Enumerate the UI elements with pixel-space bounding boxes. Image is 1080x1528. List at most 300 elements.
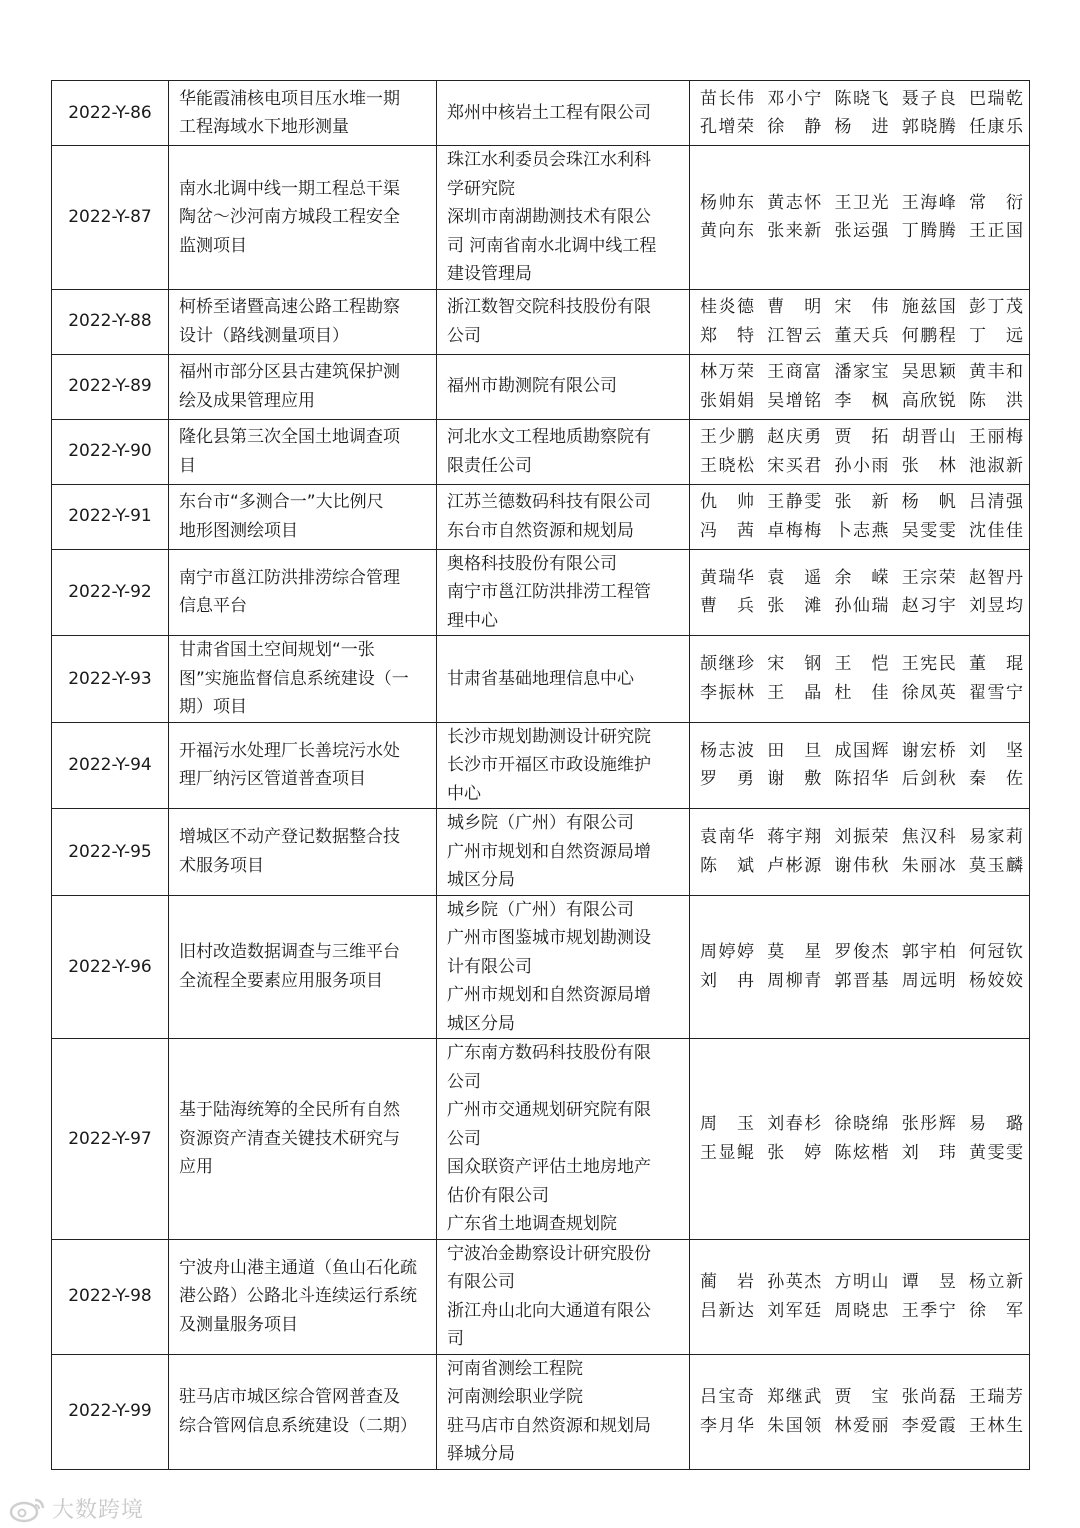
person-name: 刘 玮 [901,1142,956,1163]
person-name: 谢 敷 [767,769,822,790]
person-name: 王季宁 [901,1300,956,1321]
organization-line: 珠江水利委员会珠江水利科 [447,150,651,170]
person-name: 苗长伟 [700,88,754,109]
project-name-line: 绘及成果管理应用 [179,390,315,411]
organization-line: 计有限公司 [447,956,532,977]
person-name: 吕新达 [700,1300,754,1321]
person-name: 周柳青 [767,970,822,991]
organization-line: 城乡院（广州）有限公司 [447,813,634,833]
participants-line [700,1268,1023,1297]
person-name: 卓梅梅 [767,520,822,541]
person-name: 王宪民 [901,654,956,675]
person-name: 丁腾腾 [901,221,956,242]
project-name-line: 增城区不动产登记数据整合技 [179,827,400,848]
project-id: 2022-Y-97 [52,1039,169,1240]
person-name: 陈招华 [834,769,889,790]
organizations [437,289,690,354]
organization-line: 广州市交通规划研究院有限 [447,1100,651,1120]
person-name: 潘家宝 [834,362,889,382]
person-name: 高欣锐 [901,390,956,411]
person-name: 张 林 [901,455,956,476]
person-name: 张 婷 [767,1142,822,1163]
person-name: 常 衍 [969,192,1023,213]
project-name [169,354,437,419]
person-name: 吴思颖 [901,362,956,382]
participants-line [700,358,1023,387]
organization-line: 广东省土地调查规划院 [447,1214,617,1234]
person-name: 周远明 [901,970,956,991]
project-name-line: 柯桥至诸暨高速公路工程勘察 [179,297,400,317]
participants-line [700,322,1023,351]
project-name-line: 华能霞浦核电项目压水堆一期 [179,88,400,109]
person-name: 孔增荣 [700,117,754,137]
project-name-line: 目 [179,455,196,476]
participants-line [700,189,1023,218]
project-name [169,549,437,636]
organization-line: 深圳市南湖勘测技术有限公 [447,207,651,227]
person-name: 方明山 [834,1272,889,1292]
participants [690,289,1030,354]
project-name [169,1239,437,1354]
project-name-line: 宁波舟山港主通道（鱼山石化疏 [179,1257,417,1278]
participants-line [700,1297,1023,1326]
person-name: 刘春杉 [767,1114,822,1135]
awards-table-body [52,81,1030,1470]
person-name: 孙小雨 [834,455,889,476]
person-name: 杨帅东 [700,192,754,213]
person-name: 王瑞芳 [969,1387,1023,1407]
person-name: 赵习宇 [901,596,956,617]
person-name: 蔺 岩 [700,1272,754,1292]
person-name: 王林生 [969,1415,1023,1436]
participants-line [700,488,1023,517]
organization-line: 公司 [447,1071,481,1092]
person-name: 王商富 [767,362,822,382]
project-id: 2022-Y-88 [52,289,169,354]
project-name [169,1039,437,1240]
person-name: 黄雯雯 [969,1142,1023,1163]
table-row [52,895,1030,1039]
person-name: 何鹏程 [901,325,956,346]
table-row [52,354,1030,419]
person-name: 黄志怀 [767,192,822,213]
organization-line: 理中心 [447,610,498,631]
project-name-line: 港公路）公路北斗连续运行系统 [179,1286,417,1307]
person-name: 颉继珍 [700,654,754,675]
project-name-line: 信息平台 [179,596,247,617]
project-name-line: 地形图测绘项目 [179,520,298,541]
person-name: 王海峰 [901,192,956,213]
person-name: 周晓忠 [834,1300,889,1321]
person-name: 徐 军 [969,1300,1023,1321]
organization-line: 限责任公司 [447,455,532,476]
person-name: 张 新 [834,492,889,512]
person-name: 谭 昱 [901,1272,956,1292]
person-name: 郭宇柏 [901,942,956,963]
participants [690,1239,1030,1354]
person-name: 郑 特 [700,325,754,346]
table-row [52,419,1030,484]
project-name-line: 开福污水处理厂长善垸污水处 [179,740,400,761]
table-row [52,146,1030,290]
person-name: 曹 明 [767,297,822,317]
person-name: 余 嵘 [834,567,889,588]
participants-line [700,517,1023,546]
person-name: 聂子良 [901,88,956,109]
project-name [169,289,437,354]
project-id: 2022-Y-98 [52,1239,169,1354]
participants [690,1039,1030,1240]
watermark [8,1493,144,1524]
organization-line: 广州市图鉴城市规划勘测设 [447,928,651,948]
project-name-line: 甘肃省国土空间规划“一张 [179,640,375,660]
person-name: 莫 星 [767,942,822,963]
organizations [437,419,690,484]
person-name: 杨立新 [969,1272,1023,1292]
participants-line [700,1412,1023,1441]
participants-line [700,1110,1023,1139]
participants-line [700,217,1023,246]
organization-line: 建设管理局 [447,264,532,284]
organization-line: 河南测绘职业学院 [447,1387,583,1407]
organization-line: 东台市自然资源和规划局 [447,520,634,541]
person-name: 丁 远 [969,325,1023,346]
organization-line: 南宁市邕江防洪排涝工程管 [447,582,651,602]
person-name: 罗 勇 [700,769,754,790]
organization-line: 城区分局 [447,1013,515,1034]
person-name: 贾 拓 [834,427,889,447]
person-name: 江智云 [767,325,822,346]
person-name: 秦 佐 [969,769,1023,790]
organization-line: 广州市规划和自然资源局增 [447,841,651,862]
participants-line [700,765,1023,794]
organizations [437,484,690,549]
participants-line [700,85,1023,114]
organizations [437,636,690,723]
organizations [437,1239,690,1354]
person-name: 刘振荣 [834,827,889,848]
project-name-line: 应用 [179,1157,213,1177]
person-name: 翟雪宁 [969,682,1023,703]
person-name: 赵庆勇 [767,427,822,447]
project-name-line: 监测项目 [179,235,247,256]
person-name: 郭晓腾 [901,117,956,137]
organization-line: 长沙市规划勘测设计研究院 [447,726,651,747]
participants-line [700,564,1023,593]
participants-line [700,737,1023,766]
project-name-line: 工程海域水下地形测量 [179,117,349,137]
project-id: 2022-Y-93 [52,636,169,723]
project-name [169,722,437,809]
organization-line: 学研究院 [447,178,515,199]
participants [690,636,1030,723]
participants-line [700,113,1023,142]
person-name: 李月华 [700,1415,754,1436]
person-name: 王静雯 [767,492,822,512]
person-name: 袁 遥 [767,567,822,588]
project-id: 2022-Y-96 [52,895,169,1039]
person-name: 林万荣 [700,362,754,382]
project-name-line: 陶岔～沙河南方城段工程安全 [179,207,400,227]
person-name: 王显鲲 [700,1142,754,1163]
person-name: 徐凤英 [901,682,956,703]
person-name: 陈 斌 [700,855,754,876]
table-row [52,1039,1030,1240]
organizations [437,1354,690,1469]
person-name: 董天兵 [834,325,889,346]
person-name: 杨志波 [700,740,754,761]
project-name-line: 福州市部分区县古建筑保护测 [179,362,400,382]
person-name: 刘 坚 [969,740,1023,761]
organization-line: 司 [447,1329,464,1349]
person-name: 张 滩 [767,596,822,617]
person-name: 孙仙瑞 [834,596,889,617]
project-name-line: 图”实施监督信息系统建设（一 [179,668,409,689]
person-name: 董 琨 [969,654,1023,675]
project-name [169,1354,437,1469]
participants [690,484,1030,549]
person-name: 后剑秋 [901,769,956,790]
organization-line: 驻马店市自然资源和规划局 [447,1415,651,1436]
person-name: 蒋宇翔 [767,827,822,848]
table-row [52,1239,1030,1354]
person-name: 王 恺 [834,654,889,675]
person-name: 谢宏桥 [901,740,956,761]
person-name: 杨姣姣 [969,970,1023,991]
person-name: 杨 进 [834,117,889,137]
participants-line [700,293,1023,322]
project-name-line: 南宁市邕江防洪排涝综合管理 [179,567,400,588]
table-row [52,484,1030,549]
project-name [169,484,437,549]
person-name: 周婷婷 [700,942,754,963]
participants [690,895,1030,1039]
person-name: 焦汉科 [901,827,956,848]
table-row [52,289,1030,354]
participants [690,81,1030,146]
project-name-line: 驻马店市城区综合管网普查及 [179,1387,400,1407]
organizations [437,809,690,896]
project-id: 2022-Y-90 [52,419,169,484]
participants-line [700,452,1023,481]
person-name: 卢彬源 [767,855,822,876]
project-name [169,895,437,1039]
organization-line: 广东南方数码科技股份有限 [447,1043,651,1063]
participants-line [700,967,1023,996]
organization-line: 福州市勘测院有限公司 [447,376,617,397]
person-name: 田 旦 [767,740,822,761]
person-name: 莫玉麟 [969,855,1023,876]
project-id: 2022-Y-95 [52,809,169,896]
person-name: 仇 帅 [700,492,754,512]
organization-line: 广州市规划和自然资源局增 [447,985,651,1005]
table-row [52,549,1030,636]
project-id: 2022-Y-91 [52,484,169,549]
person-name: 赵智丹 [969,567,1023,588]
organization-line: 国众联资产评估土地房地产 [447,1157,651,1177]
person-name: 沈佳佳 [969,520,1023,541]
organization-line: 浙江数智交院科技股份有限 [447,297,651,317]
person-name: 杜 佳 [834,682,889,703]
person-name: 陈 洪 [969,390,1023,411]
organization-line: 司 河南省南水北调中线工程 [447,235,657,256]
person-name: 胡晋山 [901,427,956,447]
project-name-line: 期）项目 [179,697,247,717]
organization-line: 公司 [447,325,481,346]
table-row [52,722,1030,809]
project-name-line: 理厂纳污区管道普查项目 [179,769,366,790]
participants-line [700,938,1023,967]
organizations [437,895,690,1039]
organization-line: 江苏兰德数码科技有限公司 [447,492,651,512]
participants [690,354,1030,419]
project-name [169,636,437,723]
organizations [437,354,690,419]
participants-line [700,823,1023,852]
person-name: 张彤辉 [901,1114,956,1135]
project-id: 2022-Y-99 [52,1354,169,1469]
person-name: 彭丁茂 [969,297,1023,317]
project-name-line: 基于陆海统筹的全民所有自然 [179,1100,400,1120]
person-name: 贾 宝 [834,1387,889,1407]
person-name: 王晓松 [700,455,754,476]
person-name: 罗俊杰 [834,942,889,963]
person-name: 朱国领 [767,1415,822,1436]
person-name: 宋 钢 [767,654,822,675]
person-name: 卜志燕 [834,520,889,541]
person-name: 孙英杰 [767,1272,822,1292]
person-name: 吴增铭 [767,390,822,411]
person-name: 王卫光 [834,192,889,213]
participants-line [700,387,1023,416]
participants [690,419,1030,484]
project-name [169,809,437,896]
project-name-line: 全流程全要素应用服务项目 [179,970,383,991]
awards-table [51,80,1030,1470]
organization-line: 河北水文工程地质勘察院有 [447,427,651,447]
person-name: 黄丰和 [969,362,1023,382]
organization-line: 郑州中核岩土工程有限公司 [447,102,651,123]
person-name: 李爱霞 [901,1415,956,1436]
participants [690,722,1030,809]
organization-line: 宁波冶金勘察设计研究股份 [447,1243,651,1264]
table-row [52,636,1030,723]
project-name-line: 及测量服务项目 [179,1314,298,1335]
weibo-icon [8,1495,48,1523]
organizations [437,81,690,146]
person-name: 朱丽冰 [901,855,956,876]
person-name: 成国辉 [834,740,889,761]
person-name: 曹 兵 [700,596,754,617]
project-id: 2022-Y-94 [52,722,169,809]
participants [690,809,1030,896]
project-id: 2022-Y-86 [52,81,169,146]
person-name: 林爱丽 [834,1415,889,1436]
person-name: 易家莉 [969,827,1023,848]
person-name: 李振林 [700,682,754,703]
person-name: 巴瑞乾 [969,88,1023,109]
person-name: 吕宝奇 [700,1387,754,1407]
project-name [169,419,437,484]
person-name: 张运强 [834,221,889,242]
project-id: 2022-Y-89 [52,354,169,419]
person-name: 何冠钦 [969,942,1023,963]
person-name: 刘昱均 [969,596,1023,617]
organization-line: 估价有限公司 [447,1185,549,1206]
person-name: 任康乐 [969,117,1023,137]
organization-line: 甘肃省基础地理信息中心 [447,668,634,689]
organization-line: 河南省测绘工程院 [447,1358,583,1379]
person-name: 黄瑞华 [700,567,754,588]
person-name: 郭晋基 [834,970,889,991]
project-name-line: 综合管网信息系统建设（二期） [179,1415,417,1436]
organization-line: 有限公司 [447,1272,515,1292]
person-name: 陈炫楷 [834,1142,889,1163]
person-name: 易 璐 [969,1114,1023,1135]
organization-line: 长沙市开福区市政设施维护 [447,755,651,775]
project-name-line: 资源资产清查关键技术研究与 [179,1128,400,1149]
person-name: 王正国 [969,221,1023,242]
participants-line [700,852,1023,881]
participants [690,549,1030,636]
person-name: 王 晶 [767,682,822,703]
table-row [52,1354,1030,1469]
person-name: 杨 帆 [901,492,956,512]
project-id: 2022-Y-92 [52,549,169,636]
person-name: 桂炎德 [700,297,754,317]
organization-line: 公司 [447,1128,481,1149]
person-name: 陈晓飞 [834,88,889,109]
project-name-line: 术服务项目 [179,855,264,876]
project-id: 2022-Y-87 [52,146,169,290]
person-name: 郑继武 [767,1387,822,1407]
participants-line [700,1139,1023,1168]
person-name: 冯 茜 [700,520,754,541]
project-name-line: 设计（路线测量项目） [179,325,349,346]
participants-line [700,650,1023,679]
person-name: 谢伟秋 [834,855,889,876]
organizations [437,146,690,290]
organization-line: 驿城分局 [447,1444,515,1464]
project-name [169,146,437,290]
person-name: 周 玉 [700,1114,754,1135]
project-name-line: 南水北调中线一期工程总干渠 [179,178,400,199]
project-name-line: 东台市“多测合一”大比例尺 [179,492,384,512]
organization-line: 中心 [447,783,481,804]
person-name: 刘军廷 [767,1300,822,1321]
project-name [169,81,437,146]
participants-line [700,423,1023,452]
participants-line [700,679,1023,708]
person-name: 张尚磊 [901,1387,956,1407]
person-name: 施兹国 [901,297,956,317]
participants [690,146,1030,290]
table-row [52,809,1030,896]
person-name: 李 枫 [834,390,889,411]
participants-line [700,1383,1023,1412]
person-name: 邓小宁 [767,88,822,109]
person-name: 池淑新 [969,455,1023,476]
participants-line [700,592,1023,621]
participants [690,1354,1030,1469]
person-name: 王丽梅 [969,427,1023,447]
organization-line: 城乡院（广州）有限公司 [447,899,634,920]
person-name: 徐晓绵 [834,1114,889,1135]
person-name: 宋买君 [767,455,822,476]
organizations [437,1039,690,1240]
organization-line: 城区分局 [447,870,515,890]
person-name: 刘 冉 [700,970,754,991]
